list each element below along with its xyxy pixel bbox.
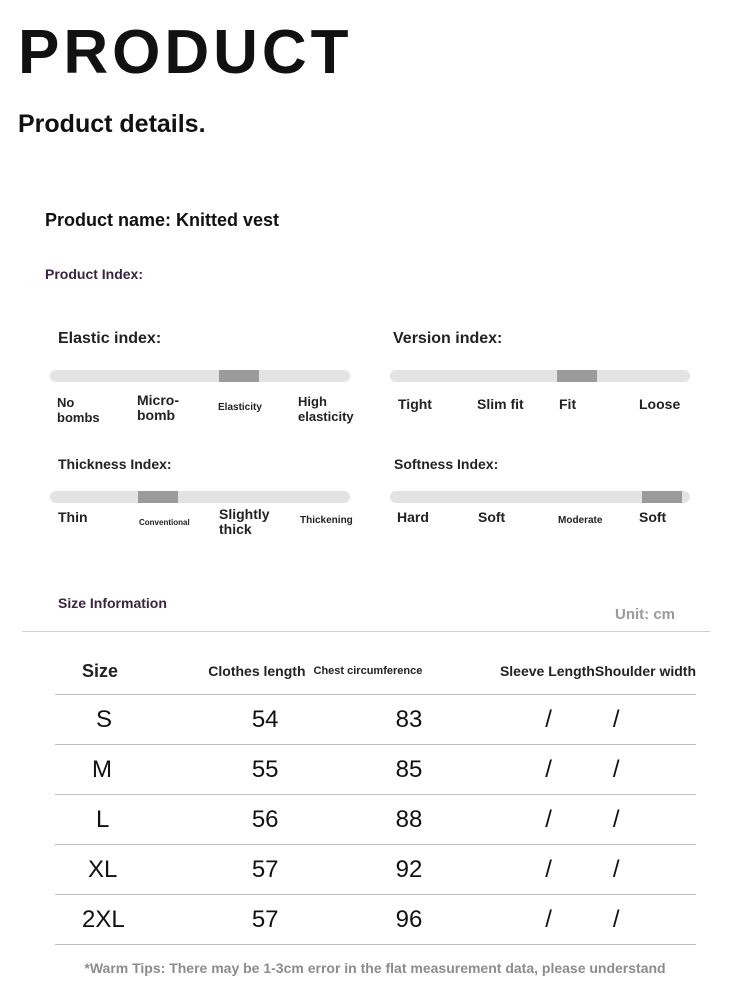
column-header: Chest circumference — [314, 648, 423, 695]
table-row — [55, 895, 696, 945]
scale-label: Tight — [398, 396, 432, 412]
scale-label: No bombs — [57, 395, 100, 425]
scale-label: Slightly thick — [219, 506, 270, 537]
table-row — [55, 695, 696, 745]
scale-label: Slim fit — [477, 396, 524, 412]
scale-label: Thickening — [300, 515, 353, 526]
product-index-heading: Product Index: — [45, 266, 144, 282]
softness-index-labels — [390, 507, 700, 547]
table-row — [55, 795, 696, 845]
table-cell: XL — [55, 845, 144, 895]
scale-label: Fit — [559, 396, 577, 412]
thickness-index-indicator — [138, 491, 178, 503]
version-index-labels — [390, 393, 700, 433]
table-cell: 57 — [144, 845, 314, 895]
elastic-index-indicator — [219, 370, 259, 382]
elastic-index-labels — [50, 393, 370, 433]
scale-label: Soft — [478, 509, 506, 525]
scale-label: Thin — [58, 509, 88, 525]
scale-label: Loose — [639, 396, 681, 412]
softness-index-title: Softness Index: — [394, 456, 499, 472]
table-cell: / — [595, 845, 696, 895]
table-cell: M — [55, 745, 144, 795]
column-header: Size — [55, 648, 144, 695]
table-cell: / — [422, 745, 595, 795]
unit-label: Unit: cm — [615, 606, 675, 623]
scale-label: Hard — [397, 509, 429, 525]
product-name: Product name: Knitted vest — [45, 210, 280, 230]
table-cell: / — [422, 695, 595, 745]
table-cell: L — [55, 795, 144, 845]
table-cell: / — [422, 895, 595, 945]
table-header-row — [55, 648, 696, 695]
thickness-index-labels — [50, 507, 370, 547]
version-index-track — [390, 370, 690, 382]
column-header: Shoulder width — [595, 648, 696, 695]
column-header: Clothes length — [144, 648, 314, 695]
table-cell: 2XL — [55, 895, 144, 945]
thickness-index-title: Thickness Index: — [58, 456, 172, 472]
table-cell: / — [595, 745, 696, 795]
table-cell: 96 — [314, 895, 423, 945]
scale-label: Conventional — [139, 518, 190, 527]
table-cell: / — [595, 795, 696, 845]
section-divider — [22, 631, 710, 632]
hero-title: PRODUCT — [18, 18, 353, 87]
softness-index-indicator — [642, 491, 682, 503]
scale-label: Moderate — [558, 515, 603, 526]
table-cell: S — [55, 695, 144, 745]
table-cell: 83 — [314, 695, 423, 745]
column-header: Sleeve Length — [422, 648, 595, 695]
table-cell: 56 — [144, 795, 314, 845]
version-index-title: Version index: — [393, 330, 503, 347]
size-table — [55, 648, 696, 945]
table-row — [55, 845, 696, 895]
elastic-index-title: Elastic index: — [58, 330, 162, 347]
table-row — [55, 745, 696, 795]
table-cell: / — [422, 845, 595, 895]
table-cell: 54 — [144, 695, 314, 745]
table-cell: 88 — [314, 795, 423, 845]
table-cell: 57 — [144, 895, 314, 945]
scale-label: Elasticity — [218, 402, 262, 413]
table-cell: 55 — [144, 745, 314, 795]
table-cell: / — [422, 795, 595, 845]
scale-label: Soft — [639, 509, 667, 525]
page-subtitle: Product details. — [18, 110, 206, 138]
scale-label: High elasticity — [298, 394, 354, 424]
table-cell: 85 — [314, 745, 423, 795]
size-information-heading: Size Information — [58, 595, 167, 611]
softness-index-track — [390, 491, 690, 503]
warm-tip: *Warm Tips: There may be 1-3cm error in the flat measurement data, please understand — [84, 960, 666, 976]
table-cell: 92 — [314, 845, 423, 895]
table-cell: / — [595, 695, 696, 745]
scale-label: Micro- bomb — [137, 392, 179, 423]
version-index-indicator — [557, 370, 597, 382]
elastic-index-track — [50, 370, 350, 382]
thickness-index-track — [50, 491, 350, 503]
table-cell: / — [595, 895, 696, 945]
